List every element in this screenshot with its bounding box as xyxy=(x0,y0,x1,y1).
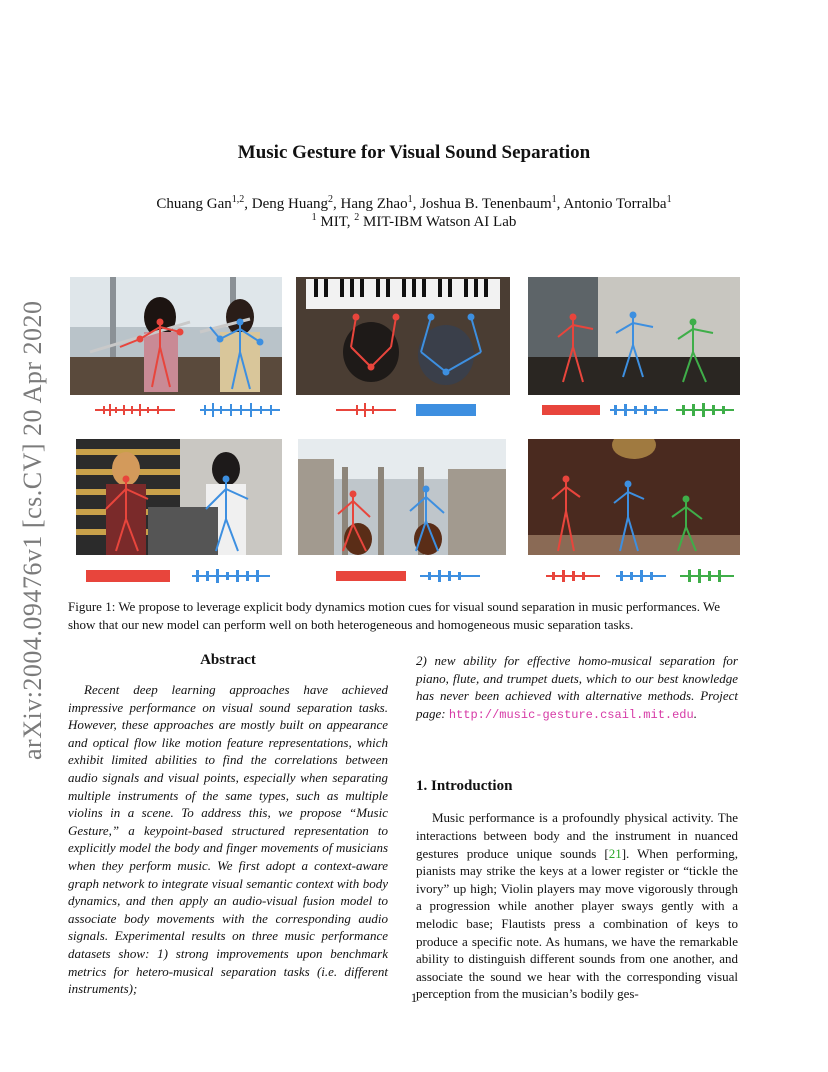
waveform-green xyxy=(676,403,734,417)
waveform-blue xyxy=(416,403,476,417)
panel-string-trio xyxy=(528,439,740,555)
left-column xyxy=(68,652,388,998)
waveform-blue xyxy=(192,569,270,583)
waveform-green xyxy=(680,569,734,583)
author: Joshua B. Tenenbaum xyxy=(420,196,552,212)
abstract-heading: Abstract xyxy=(200,652,256,668)
author: Hang Zhao xyxy=(340,196,408,212)
abstract-text: Recent deep learning approaches have achieved impressive performance on visual sound separation tasks. However, these approaches are mostly built on appearance and optical flow like motion feature representations, which exhibit limited abilities to find the correlations between audio signals and visual points, especially when separating multiple instruments of the same types, such as multiple violins in a scene. To address this, we propose “Music Gesture,” a keypoint-based structured representation to explicitly model the body and finger movements of musicians when they perform music. We first adopt a context-aware graph network to integrate visual semantic context with body dynamics, and then apply an audio-visual fusion model to associate body movements with the corresponding audio signals. Experimental results on three music performance datasets show: 1) strong improvements upon benchmark metrics for hetero-musical separation tasks (i.e. different instruments); xyxy=(68,682,388,997)
page-number: 1 xyxy=(410,990,418,1005)
waveform-red xyxy=(542,403,600,417)
flute-duet-image xyxy=(70,277,282,395)
figure-caption: Figure 1: We propose to leverage explicit body dynamics motion cues for visual sound separation in music performances. We show that our new model can perform well on both heterogeneous and homogeneous music separation tasks. xyxy=(68,599,720,632)
right-column xyxy=(416,652,738,1003)
introduction-text: Music performance is a profoundly physical activity. The interactions between body and the instrument in nuanced gestures produce unique sounds [21]. When performing, pianists may strike the keys at a lower register or “tickle the ivory” up high; Violin players may move vigorously through a progression while another player sways gently with a melodic base; Flautists press a combination of keys to produce a specific note. As humans, we have the remarkable ability to distinguish different sounds from one another, and associate the sound we hear with the corresponding visual perception from the musician’s bodily ges- xyxy=(416,810,738,1002)
panel-piano-duet xyxy=(296,277,510,395)
panel-violin-trio xyxy=(528,277,740,395)
waveform-blue xyxy=(420,569,480,583)
trumpet-duet-image xyxy=(76,439,282,555)
author: Antonio Torralba xyxy=(563,196,667,212)
affiliations: $^1$ MIT, $^2$ MIT-IBM Watson AI Lab xyxy=(311,212,517,230)
panel-trumpet-duet xyxy=(76,439,282,555)
waveform-blue xyxy=(610,403,668,417)
abstract-continuation: 2) new ability for effective homo-musical separation for piano, flute, and trumpet duets, which to our best knowledge has never been achieved with alternative methods. Project page: http://music-gesture.csail.mit.edu. xyxy=(416,653,738,722)
paper-title: Music Gesture for Visual Sound Separation xyxy=(237,142,591,163)
cello-duet-image xyxy=(298,439,506,555)
waveform-red xyxy=(86,569,170,583)
waveform-red xyxy=(336,403,396,417)
arxiv-stamp xyxy=(18,280,54,760)
violin-trio-image xyxy=(528,277,740,395)
figure-1 xyxy=(70,277,740,587)
waveform-red xyxy=(336,569,406,583)
section-heading-introduction: 1. Introduction xyxy=(416,778,513,795)
author: Chuang Gan xyxy=(156,196,232,212)
author-list: Chuang Gan$^{1,2}$, Deng Huang$^2$, Hang Zhao$^1$, Joshua B. Tenenbaum$^1$, Antonio Torralba$^1$ xyxy=(156,194,672,212)
waveform-red xyxy=(95,403,175,417)
string-trio-image xyxy=(528,439,740,555)
citation-link[interactable]: 21 xyxy=(608,845,622,861)
waveform-red xyxy=(546,569,600,583)
panel-cello-duet xyxy=(298,439,506,555)
waveform-blue xyxy=(200,403,280,417)
waveform-blue xyxy=(616,569,666,583)
project-page-link[interactable]: http://music-gesture.csail.mit.edu xyxy=(448,707,694,722)
panel-flute-duet xyxy=(70,277,282,395)
arxiv-stamp-text: arXiv:2004.09476v1 [cs.CV] 20 Apr 2020 xyxy=(18,300,47,760)
author: Deng Huang xyxy=(251,196,329,212)
piano-duet-image xyxy=(296,277,510,395)
